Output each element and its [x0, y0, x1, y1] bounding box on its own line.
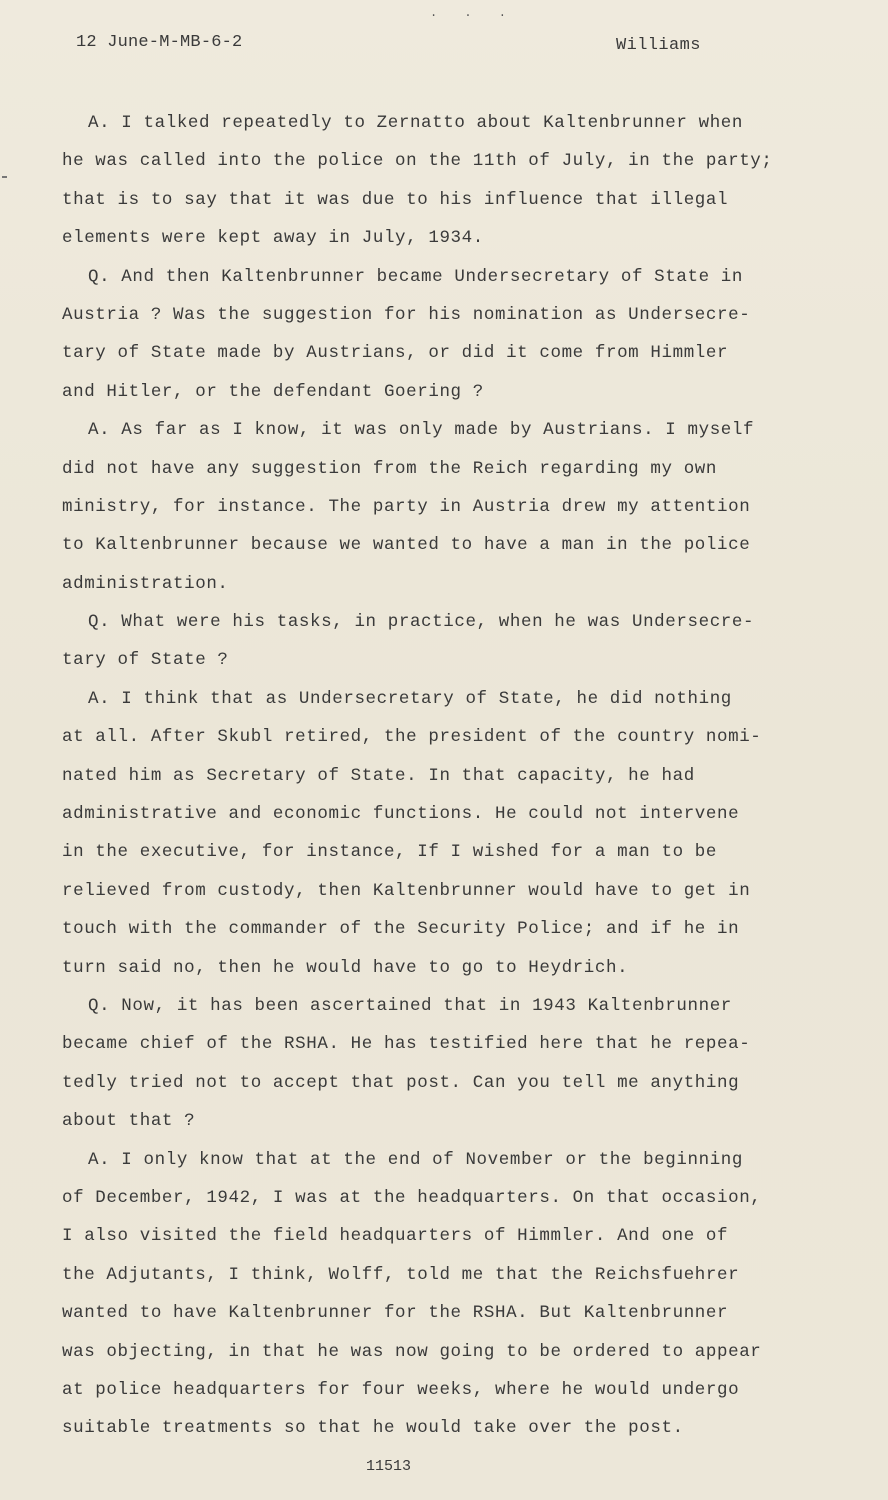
text-line: nated him as Secretary of State. In that capacity, he had [62, 765, 695, 786]
text-line: about that ? [62, 1111, 196, 1132]
text-line: Austria ? Was the suggestion for his nomination as Undersecre- [62, 304, 751, 325]
text-line: and Hitler, or the defendant Goering ? [62, 381, 484, 402]
text-line: at police headquarters for four weeks, where he would undergo [62, 1379, 740, 1400]
text-line: in the executive, for instance, If I wished for a man to be [62, 842, 718, 863]
text-line: elements were kept away in July, 1934. [62, 228, 484, 249]
text-line: was objecting, in that he was now going to be ordered to appear [62, 1341, 762, 1362]
reporter-name: Williams [616, 36, 701, 55]
text-line: A. I talked repeatedly to Zernatto about Kaltenbrunner when [88, 113, 744, 133]
text-line: he was called into the police on the 11th of July, in the party; [62, 151, 773, 172]
text-line: became chief of the RSHA. He has testified here that he repea- [62, 1034, 751, 1055]
text-line: A. I think that as Undersecretary of State, he did nothing [88, 688, 732, 709]
document-reference: 12 June-M-MB-6-2 [76, 33, 243, 52]
text-line: I also visited the field headquarters of Himmler. And one of [62, 1226, 729, 1247]
text-line: turn said no, then he would have to go to Heydrich. [62, 957, 629, 978]
text-line: to Kaltenbrunner because we wanted to have a man in the police [62, 535, 751, 556]
text-line: at all. After Skubl retired, the president of the country nomi- [62, 727, 762, 748]
text-line: tedly tried not to accept that post. Can you tell me anything [62, 1072, 740, 1093]
text-line: touch with the commander of the Security Police; and if he in [62, 919, 740, 940]
text-line: administrative and economic functions. He could not intervene [62, 804, 740, 825]
text-line: Q. What were his tasks, in practice, when he was Undersecre- [88, 612, 755, 633]
text-line: of December, 1942, I was at the headquarters. On that occasion, [62, 1187, 762, 1208]
text-line: wanted to have Kaltenbrunner for the RSHA. But Kaltenbrunner [62, 1303, 729, 1324]
text-line: administration. [62, 573, 229, 594]
page-number: 11513 [366, 1458, 412, 1475]
text-line: ministry, for instance. The party in Austria drew my attention [62, 496, 751, 517]
text-line: tary of State made by Austrians, or did it come from Himmler [62, 343, 729, 364]
text-line: that is to say that it was due to his influence that illegal [62, 189, 729, 210]
top-dots: . . . [430, 6, 517, 20]
margin-mark [2, 176, 7, 178]
text-line: A. As far as I know, it was only made by Austrians. I myself [88, 420, 755, 441]
text-line: Q. And then Kaltenbrunner became Undersecretary of State in [88, 266, 744, 287]
text-line: did not have any suggestion from the Reich regarding my own [62, 458, 718, 479]
text-line: tary of State ? [62, 650, 229, 671]
text-line: A. I only know that at the end of November or the beginning [88, 1149, 744, 1170]
text-line: relieved from custody, then Kaltenbrunner would have to get in [62, 880, 751, 901]
text-line: Q. Now, it has been ascertained that in 1943 Kaltenbrunner [88, 995, 732, 1016]
text-line: the Adjutants, I think, Wolff, told me that the Reichsfuehrer [62, 1264, 740, 1285]
transcript-body [62, 104, 822, 1448]
text-line: suitable treatments so that he would take over the post. [62, 1418, 684, 1439]
